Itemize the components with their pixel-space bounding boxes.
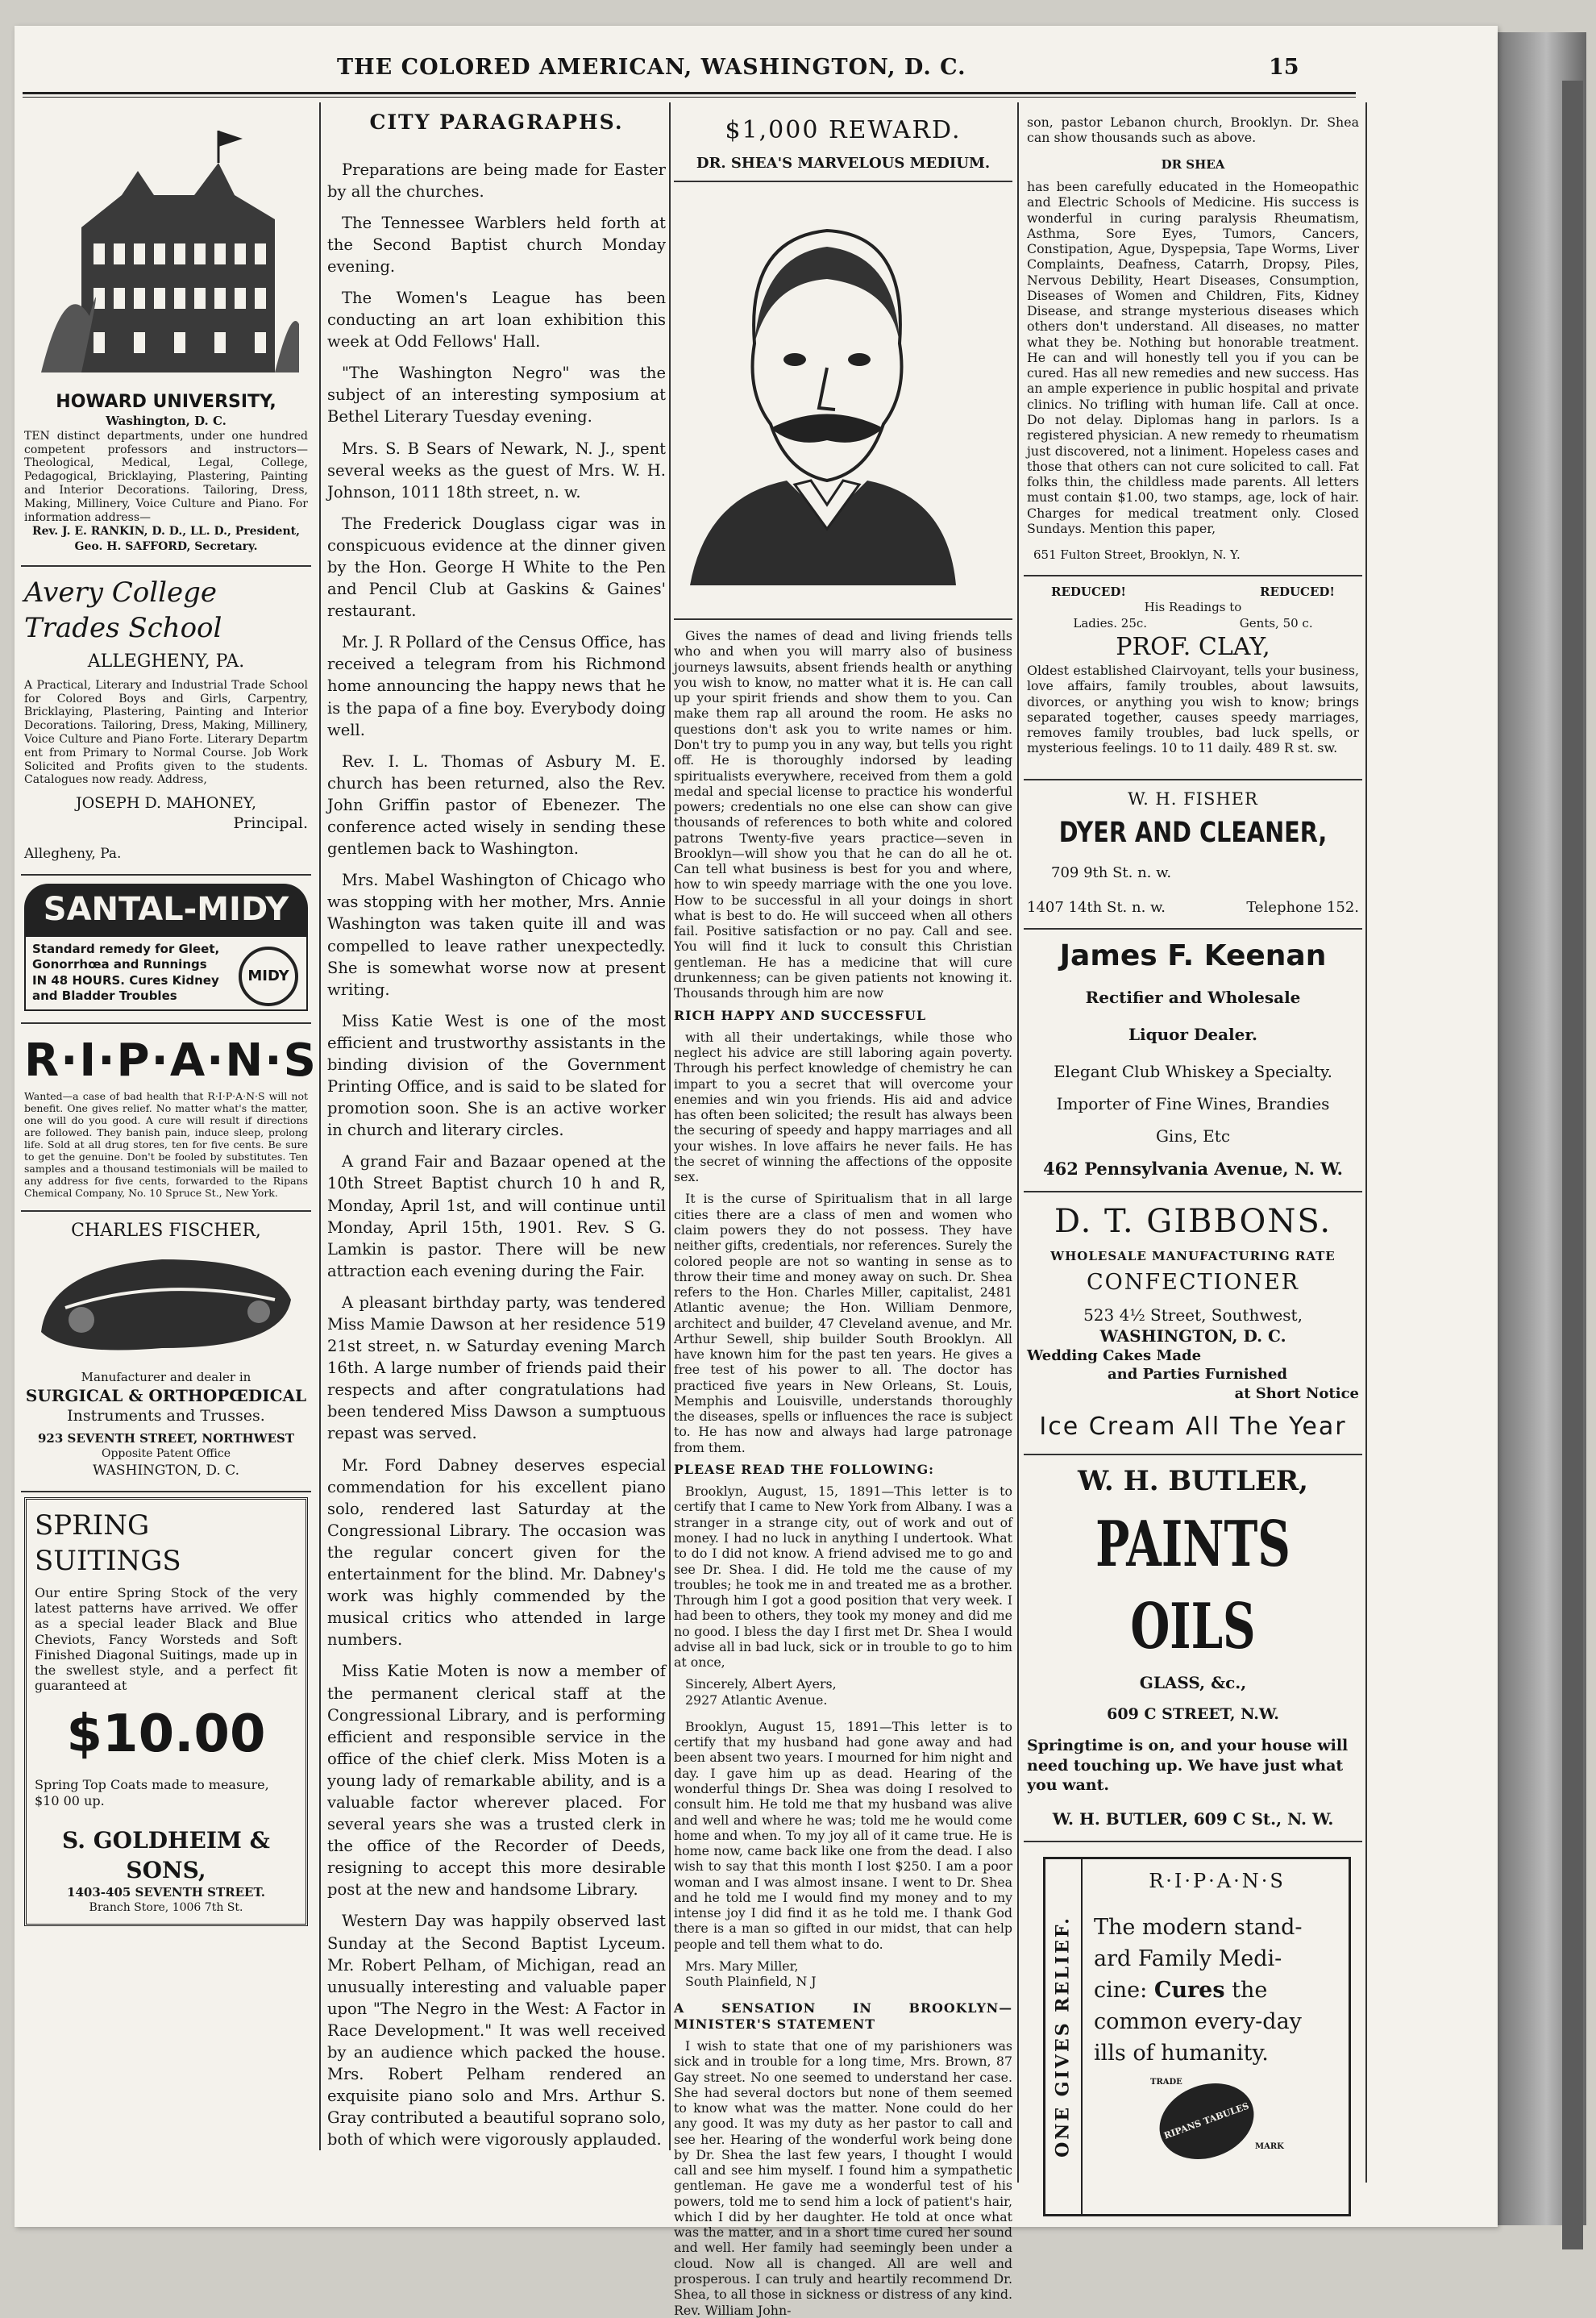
shea-address: 651 Fulton Street, Brooklyn, N. Y.: [1033, 547, 1241, 563]
goldheim-ad: [24, 1497, 308, 1926]
mark-label: MARK: [1255, 2142, 1284, 2152]
truss-icon: [33, 1243, 299, 1364]
city-paragraph: Mrs. Mabel Washington of Chicago who was stopping with her mother, Mrs. Annie Washington was taken quite ill and was compelled to leave rather unexpectedly. She is somewhat worse now at present writing.: [327, 871, 666, 999]
fisher-address-1: 709 9th St. n. w.: [1051, 864, 1172, 881]
signature-ayers-address: 2927 Atlantic Avenue.: [685, 1692, 828, 1708]
shea-caption-1: RICH HAPPY AND SUCCESSFUL: [674, 1007, 927, 1023]
dr-shea-continued: [1024, 106, 1362, 576]
clay-ladies: Ladies. 25c.: [1073, 615, 1148, 630]
city-paragraph: "The Washington Negro" was the subject of an interesting symposium at Bethel Literary Tuesday evening.: [327, 364, 666, 427]
city-paragraph: Mrs. S. B Sears of Newark, N. J., spent several weeks as the guest of Mrs. W. H. Johnson, 1011 18th street, n. w.: [327, 439, 666, 501]
santal-midy-ad: [21, 876, 311, 1024]
clay-name: PROF. CLAY,: [1116, 633, 1270, 662]
gibbons-line2: CONFECTIONER: [1087, 1269, 1299, 1295]
avery-principal-title: Principal.: [233, 814, 308, 832]
goldheim-address: 1403-405 SEVENTH STREET.: [67, 1884, 265, 1900]
shea-continued-text: son, pastor Lebanon church, Brooklyn. Dr. Shea can show thousands such as above.: [1027, 114, 1359, 146]
butler-footer: W. H. BUTLER, 609 C St., N. W.: [1052, 1808, 1334, 1829]
fischer-line3: Instruments and Trusses.: [67, 1407, 265, 1425]
fischer-city: WASHINGTON, D. C.: [92, 1462, 240, 1479]
butler-name: W. H. BUTLER,: [1078, 1465, 1308, 1498]
shea-heading: DR SHEA: [1161, 156, 1225, 172]
howard-secretary: Geo. H. SAFFORD, Secretary.: [74, 539, 258, 553]
shea-paragraph-3: It is the curse of Spiritualism that in all large cities there are a class of men and women who claim powers they do not possess. They have neither gifts, credentials, nor references. Surely the colored people are not so wanting in sense as to throw their time and money away on such. Dr. Shea refers to the Hon. Charles Miller, capitalist, 2481 Atlantic avenue; the Hon. William Denmore, architect and builder, 47 Cleveland avenue, and Mr. Arthur Sewell, ship builder South Brooklyn. All have known him for the past ten years. He gives a free test of his power to all. The doctor has practiced five years in New Orleans, St. Louis, Memphis and Louisville, understands thoroughly the diseases, spells or influences the race is subject to. He has now and always had large patronage from them.: [674, 1191, 1012, 1455]
dr-shea-portrait-icon: [674, 206, 964, 585]
column-city-paragraphs: [327, 106, 666, 2170]
keenan-line1: Rectifier and Wholesale: [1085, 988, 1301, 1008]
trade-label: TRADE: [1150, 2078, 1182, 2087]
fisher-phone: Telephone 152.: [1246, 898, 1359, 916]
city-paragraph: Mr. Ford Dabney deserves especial commendation for his excellent piano solo, rendered last Saturday at the Congressional Library. The occasion was the regular concert given for the entertainment for the blind. Mr. Dabney's work was highly commended by the musical critics who attended in large numbers.: [327, 1455, 666, 1650]
santal-line2: Gonorrhœa and Runnings: [32, 957, 207, 972]
gibbons-ice-cream: Ice Cream All The Year: [1039, 1413, 1347, 1442]
ripans-name: R·I·P·A·N·S: [24, 1034, 318, 1087]
ripans-line3: cine:: [1094, 1977, 1148, 2003]
book-binding: [1498, 32, 1586, 2225]
gibbons-line5: at Short Notice: [1234, 1384, 1359, 1402]
reduced-right: REDUCED!: [1260, 584, 1335, 599]
shea-paragraph-2: with all their undertakings, while those who neglect his advice are still laboring again poverty. Through his perfect knowledge of chemistry he can impart to you a secret that will overcome your enemies and win you friends. His aid and advice has often been solicited; the result has always been the securing of speedy and happy marriages and all your wishes. In love affairs he never fails. He has the secret of winning the affections of the opposite sex.: [674, 1029, 1012, 1185]
reward-subtitle: DR. SHEA'S MARVELOUS MEDIUM.: [696, 155, 991, 172]
keenan-line2: Liquor Dealer.: [1128, 1025, 1258, 1045]
clay-text: Oldest established Clairvoyant, tells your business, love affairs, family troubles, about lawsuits, divorces, or anything you wish to know; brings separated together, causes speedy marriages, removes family troubles, bad luck spells, or mysterious feelings. 10 to 11 daily. 489 R st. sw.: [1027, 663, 1359, 756]
header-rule-thin: [23, 97, 1356, 98]
signature-ayers: Sincerely, Albert Ayers,: [685, 1676, 837, 1692]
shea-paragraph-1: Gives the names of dead and living friends tells who and when you will marry also of business journeys lawsuits, absent friends health or anything you wish to know, no matter what it is. He can call up your spirit friends and show them to you. Can make them rap all around the room. He asks no questions don't ask you to write names or him. Don't try to pump you in any way, but tells you right off. He is thoroughly indorsed by leading spiritualists everywhere, received from them a gold medal and special license to practice his wonderful powers; credentials no one else can show can give thousands of references to both white and colored patrons Twenty-five years practice—seven in Brooklyn—will show you that he can do all he ot. Can tell what business is best for you and where, how to win speedy marriage with the one you love. How to be successful in all your doings in short what is best to do. He will succeed when all others fail. Positive satisfaction or no pay. Call and see. You will find it luck to consult this Christian gentleman. He has a medicine that will cure drunkenness; can be given patients not knowing it. Thousands through him are now: [674, 628, 1012, 1001]
city-paragraph: Rev. I. L. Thomas of Asbury M. E. church has been returned, also the Rev. John Griffin pastor of Ebenezer. The conference acted wisely in sending these gentlemen back to Washington.: [327, 751, 666, 859]
goldheim-text: Our entire Spring Stock of the very latest patterns have arrived. We offer as a special leader Black and Blue Cheviots, Fancy Worsteds and Soft Finished Diagonal Suitings, made up in the swellest style, and a perfect fit guaranteed at: [35, 1585, 297, 1694]
keenan-address: 462 Pennsylvania Avenue, N. W.: [1043, 1159, 1343, 1180]
ripans-text: Wanted—a case of bad health that R·I·P·A·N·S will not benefit. One gives relief. No matter what's the matter, one will do you good. A cure will result if directions are followed. They banish pain, induce sleep, prolong life. Sold at all drug stores, ten for five cents. Be sure to get the genuine. Don't be fooled by substitutes. Ten samples and a thousand testimonials will be mailed to any address for five cents, forwarded to the Ripans Chemical Company, No. 10 Spruce St., New York.: [24, 1090, 308, 1200]
shea-description: has been carefully educated in the Homeopathic and Electric Schools of Medicine. His success is wonderful in curing paralysis Rheumatism, Asthma, Sore Eyes, Tumors, Cancers, Constipation, Ague, Dyspepsia, Tape Worms, Liver Complaints, Deafness, Catarrh, Dropsy, Piles, Nervous Debility, Heart Diseases, Consumption, Diseases of Women and Children, Fits, Kidney Disease, and strange mysterious diseases which others don't understand. All diseases, no matter what they be. Nothing but honorable treatment. He can and will honestly tell you if you can be cured. Has all new remedies and new success. Has an ample experience in public hospital and private clinics. No trifling with human life. Call at once. Do not delay. Diplomas hang in parlors. Is a registered physician. A new remedy to rheumatism just discovered, not a liniment. Hopeless cases and those that others can not cure solicited to call. Fat folks thin, the childless made parents. All letters must contain $1.00, two stamps, age, lock of hair. Charges for medical treatment only. Closed Sundays. Mention this paper,: [1027, 179, 1359, 536]
clay-gents: Gents, 50 c.: [1239, 615, 1313, 630]
santal-name: SANTAL-MIDY: [24, 884, 308, 935]
avery-principal-name: JOSEPH D. MAHONEY,: [75, 794, 257, 813]
charles-fischer-ad: [21, 1212, 311, 1492]
howard-president: Rev. J. E. RANKIN, D. D., LL. D., President,: [32, 525, 300, 539]
gibbons-addr1: 523 4½ Street, Southwest,: [1083, 1305, 1303, 1325]
fischer-address: 923 SEVENTH STREET, NORTHWEST: [37, 1430, 294, 1446]
book-spine: [1562, 81, 1583, 2249]
ripans-ad-left: [21, 1024, 318, 1213]
ripans-line4: common every-day: [1094, 2009, 1302, 2035]
city-paragraph: Mr. J. R Pollard of the Census Office, has received a telegram from his Richmond home announcing the happy news that he is the papa of a fine boy. Everybody doing well.: [327, 633, 666, 739]
city-paragraph: The Tennessee Warblers held forth at the Second Baptist church Monday evening.: [327, 213, 666, 276]
city-paragraph: Miss Katie Moten is now a member of the permanent clerical staff at the Congressional Library, and is performing efficient and responsible service in the office of the chief clerk. Miss Moten is a young lady of remarkable ability, and is a valuable factor wherever placed. For several years she was a trusted clerk in the office of the Recorder of Deeds, resigning to accept this more desirable post at the new and handsome Library.: [327, 1662, 666, 1900]
butler-address: 609 C STREET, N.W.: [1107, 1705, 1279, 1724]
reward-title: $1,000 REWARD.: [725, 116, 962, 144]
ripans-side-panel: [1045, 1859, 1083, 2214]
column-reward-ad: [674, 106, 1013, 2318]
midy-badge: MIDY: [239, 947, 298, 1006]
ripans-side-text: ONE GIVES RELIEF.: [1052, 1915, 1074, 2158]
ripans-line1: The modern stand-: [1094, 1914, 1303, 1940]
fischer-opposite: Opposite Patent Office: [101, 1447, 231, 1461]
shea-caption-3: A SENSATION IN BROOKLYN—MINISTER'S STATEMENT: [674, 2000, 1012, 2032]
howard-text: TEN distinct departments, under one hundred competent professors and instructors—Theological, Medical, Legal, College, Pedagogical, Bricklaying, Plastering, Painting and Interior Decorations. Tailoring, Dress, Making, Millinery, Voice Culture and Piano. For information address—: [24, 429, 308, 524]
column-rule-4: [1365, 102, 1367, 2183]
ripans-tabules-logo: RIPANS TABULES: [1149, 2071, 1265, 2173]
column-rule-3: [1017, 102, 1019, 2183]
avery-name: Avery College Trades School: [24, 576, 222, 644]
city-paragraph: The Frederick Douglass cigar was in conspicuous evidence at the dinner given by the Hon. George H White to the Pen and Pencil Club at Gaskins & Gaines' restaurant.: [327, 514, 666, 621]
avery-text: A Practical, Literary and Industrial Trade School for Colored Boys and Girls, Carpentry, Bricklaying, Plastering, Painting and Interior Decorations. Tailoring, Dress, Making, Millinery, Voice Culture and Piano Forte. Literary Departm ent from Primary to Normal Course. Job Work Solicited and Profits given to the students. Catalogues now ready. Address,: [24, 678, 308, 787]
goldheim-h2: SUITINGS: [35, 1544, 181, 1577]
gibbons-line1: WHOLESALE MANUFACTURING RATE: [1050, 1249, 1336, 1264]
shea-testimonial-2: Brooklyn, August 15, 1891—This letter is to certify that my husband had gone away and had been absent two years. I mourned for him night and day. I gave him up as dead. Hearing of the wonderful things Dr. Shea was doing I resolved to consult him. He told me that my husband was alive and well and where he was; told me he would come home and when. To my joy all of it came true. He is home now, came back like one from the dead. I also wish to say that this month I lost $250. I am a poor woman and I was almost insane. I went to Dr. Shea and he told me I would find my money and to my intense joy I did find it as he told me. I thank God there is a man so gifted in our midst, that can help people and tell them what to do.: [674, 1718, 1012, 1952]
fisher-address-2: 1407 14th St. n. w.: [1027, 898, 1166, 916]
gibbons-line4: and Parties Furnished: [1108, 1366, 1288, 1384]
butler-big: PAINTS OILS: [1095, 1508, 1291, 1663]
ripans-line5: ills of humanity.: [1094, 2041, 1269, 2066]
keenan-line4: Importer of Fine Wines, Brandies: [1056, 1094, 1330, 1114]
shea-testimonial-1: Brooklyn, August, 15, 1891—This letter is to certify that I came to New York from Albany. I was a stranger in a strange city, out of work and out of money. I had no luck in anything I undertook. What to do I did not know. A friend advised me to go and see Dr. Shea. I did. He told me the cause of my troubles; he took me in and treated me as a brother. Through him I got a good position that very week. I had been to others, they took my money and did me no good. I bless the day I first met Dr. Shea I would advise all in bad luck, sick or in trouble to go to him at once,: [674, 1484, 1012, 1671]
goldheim-name: S. GOLDHEIM & SONS,: [62, 1827, 270, 1883]
fischer-name: CHARLES FISCHER,: [71, 1221, 261, 1242]
howard-name: HOWARD UNIVERSITY,: [56, 391, 276, 412]
ripans-the: the: [1232, 1977, 1268, 2003]
column-advertisements-left: [21, 106, 318, 2203]
fisher-trade: DYER AND CLEANER,: [1058, 817, 1328, 850]
gibbons-ad: [1024, 1192, 1362, 1455]
city-paragraph: Preparations are being made for Easter by all the churches.: [327, 160, 666, 201]
goldheim-h1: SPRING: [35, 1509, 150, 1542]
goldheim-price: $10.00: [66, 1704, 266, 1765]
keenan-line5: Gins, Etc: [1155, 1126, 1231, 1147]
gibbons-addr2: WASHINGTON, D. C.: [1099, 1326, 1286, 1346]
santal-line3: IN 48 HOURS. Cures Kidney and Bladder Troubles: [32, 972, 219, 1004]
gibbons-line3: Wedding Cakes Made: [1027, 1347, 1202, 1364]
prof-clay-ad: [1024, 576, 1362, 780]
ripans-cures: Cures: [1153, 1977, 1225, 2003]
fischer-line1: Manufacturer and dealer in: [81, 1369, 251, 1384]
gibbons-name: D. T. GIBBONS.: [1054, 1203, 1332, 1241]
shea-caption-2: PLEASE READ THE FOLLOWING:: [674, 1461, 934, 1477]
header-rule: [23, 92, 1356, 94]
city-paragraph: A grand Fair and Bazaar opened at the 10th Street Baptist church 10 h and R, Monday, April 1st, and will continue until Monday, April 15th, 1901. Rev. S G. Lamkin is pastor. There will be new attraction each evening during the Fair.: [327, 1152, 666, 1280]
clay-readings: His Readings to: [1144, 600, 1242, 615]
fisher-name: W. H. FISHER: [1128, 789, 1258, 809]
howard-location: Washington, D. C.: [106, 414, 227, 429]
city-paragraph: Miss Katie West is one of the most efficient and trustworthy assistants in the binding division of the Government Printing Office, and is said to be slated for promotion soon. She is an active worker in church and literary circles.: [327, 1011, 666, 1140]
city-paragraph: Western Day was happily observed last Sunday at the Second Baptist Lyceum. Mr. Robert Pelham, of Michigan, read an unusually interesting and valuable paper upon "The Negro in the West: A Factor in Race Development." It was well received by an audience which packed the house. Mrs. Robert Pelham rendered an exquisite piano solo and Mrs. Arthur S. Gray contributed a beautiful soprano solo, both of which were vigorously applauded.: [327, 1912, 666, 2149]
ripans-ad-right: [1043, 1857, 1351, 2216]
city-paragraph: A pleasant birthday party, was tendered Miss Mamie Dawson at her residence 519 21st street, n. w Saturday evening March 16th. A large number of friends paid their respects and after congratulations had been tendered Miss Dawson a sumptuous repast was served.: [327, 1292, 666, 1443]
avery-place: ALLEGHENY, PA.: [87, 651, 245, 672]
avery-college-ad: [21, 567, 311, 876]
city-paragraph: The Women's League has been conducting an art loan exhibition this week at Odd Fellows' Hall.: [327, 288, 666, 352]
ripans-heading: R·I·P·A·N·S: [1149, 1869, 1286, 1892]
ripans-line2: ard Family Medi-: [1094, 1946, 1282, 1971]
butler-glass: GLASS, &c.,: [1139, 1673, 1247, 1693]
keenan-ad: [1024, 930, 1362, 1192]
butler-text: Springtime is on, and your house will need touching up. We have just what you want.: [1027, 1736, 1349, 1795]
column-advertisements-right: [1024, 106, 1362, 2203]
keenan-line3: Elegant Club Whiskey a Specialty.: [1054, 1062, 1332, 1082]
shea-testimonial-3: I wish to state that one of my parishioners was sick and in trouble for a long time, Mrs. Brown, 87 Gay street. No one seemed to understand her case. She had several doctors but none of them seemed to know what was the matter. None could do her any good. It was my duty as her pastor to call and see her. Hearing of the wonderful work being done by Dr. Shea the last few years, I thought I would call and see him myself. I found him a sympathetic gentleman. He gave me a wonderful test of his powers, told me to send him a lock of patient's hair, which I did by her daughter. He told at once what was the matter, and in a short time cured her sound and well. Her family had seemingly been under a cloud. Now all is changed. All are well and prosperous. I can truly and heartily recommend Dr. Shea, to all those in sickness or distress of any kind. Rev. William John-: [674, 2037, 1013, 2318]
newspaper-page: [15, 26, 1498, 2318]
column-rule-1: [319, 102, 321, 2150]
goldheim-topcoats: Spring Top Coats made to measure, $10 00 up.: [35, 1776, 269, 1809]
masthead: THE COLORED AMERICAN, WASHINGTON, D. C.: [337, 55, 966, 80]
butler-ad: [1024, 1455, 1362, 1842]
fisher-ad: [1024, 780, 1362, 930]
page-number: 15: [1269, 55, 1299, 80]
section-title: CITY PARAGRAPHS.: [369, 110, 624, 134]
fischer-line2: SURGICAL & ORTHOPŒDICAL: [25, 1386, 307, 1406]
column-rule-2: [669, 102, 671, 2150]
city-paragraphs-list: [327, 159, 666, 2151]
signature-miller-address: South Plainfield, N J: [685, 1974, 817, 1990]
university-building-icon: [33, 114, 299, 381]
santal-line1: Standard remedy for Gleet,: [32, 941, 220, 956]
keenan-name: James F. Keenan: [1059, 939, 1327, 973]
howard-university-ad: [21, 106, 311, 567]
goldheim-branch: Branch Store, 1006 7th St.: [89, 1901, 243, 1915]
signature-miller: Mrs. Mary Miller,: [685, 1958, 799, 1974]
avery-city: Allegheny, Pa.: [24, 845, 122, 862]
reduced-left: REDUCED!: [1051, 584, 1126, 599]
